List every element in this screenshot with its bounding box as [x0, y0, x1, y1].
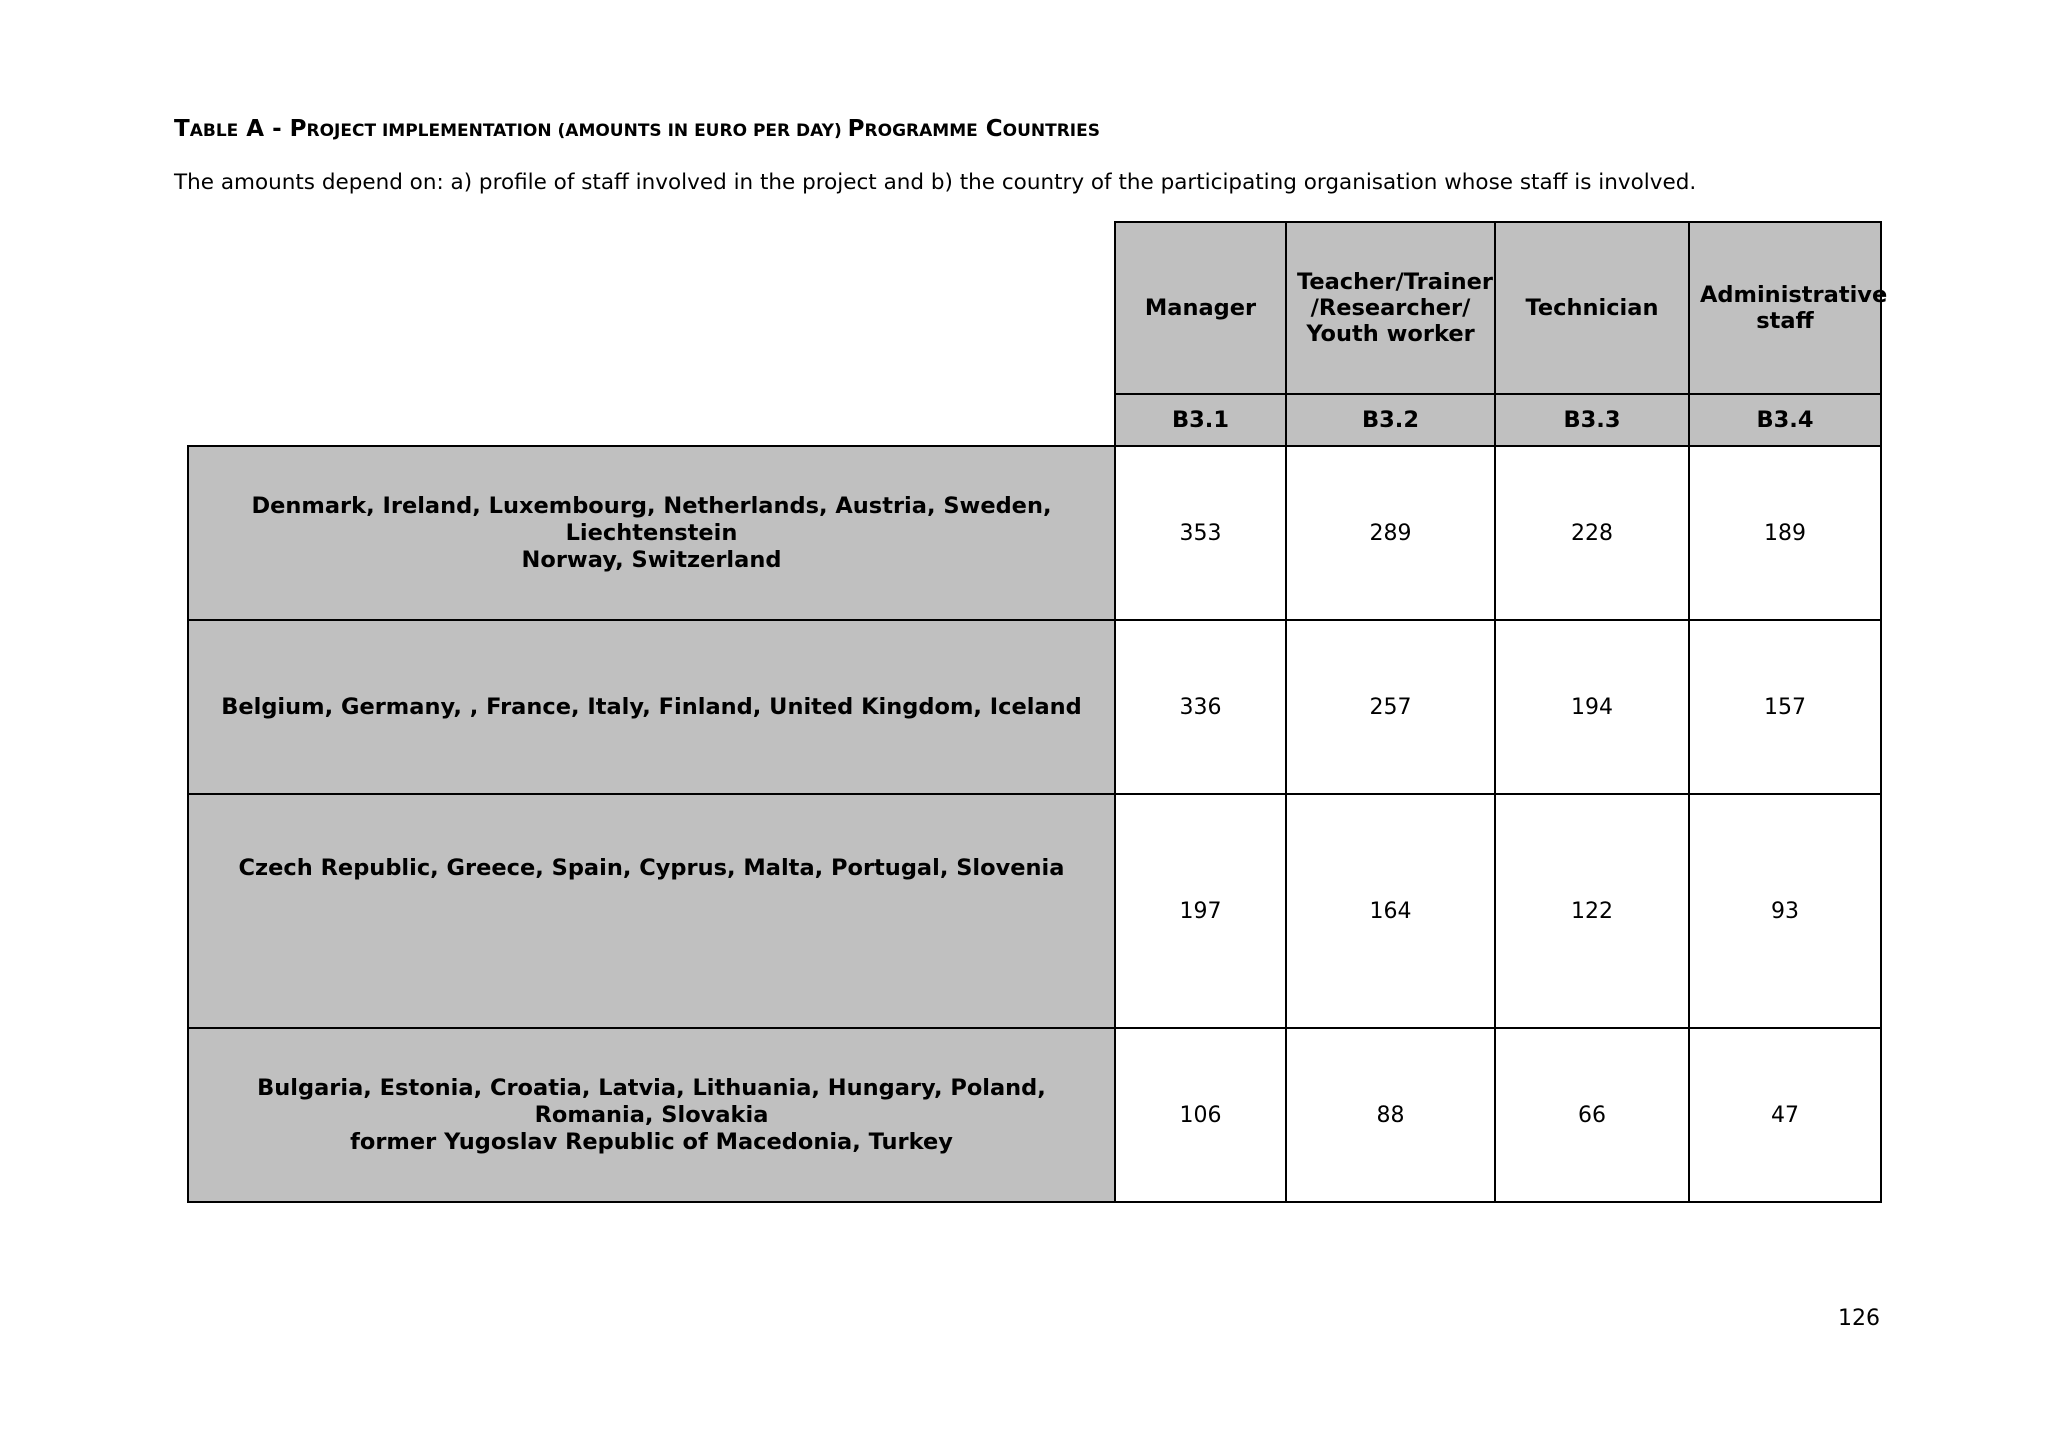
rate-cell: 164: [1286, 794, 1495, 1028]
table-title: TABLE A - PROJECT IMPLEMENTATION (AMOUNTS IN EURO PER DAY) PROGRAMME COUNTRIES: [174, 116, 1100, 142]
column-header-administrative: Administrative staff: [1689, 222, 1881, 394]
rate-cell: 47: [1689, 1028, 1881, 1202]
rate-cell: 66: [1495, 1028, 1689, 1202]
rate-cell: 353: [1115, 446, 1286, 620]
column-code: B3.3: [1495, 394, 1689, 446]
column-code: B3.1: [1115, 394, 1286, 446]
column-code: B3.2: [1286, 394, 1495, 446]
column-header-technician: Technician: [1495, 222, 1689, 394]
country-group-cell: Czech Republic, Greece, Spain, Cyprus, Malta, Portugal, Slovenia: [188, 794, 1115, 1028]
rate-cell: 189: [1689, 446, 1881, 620]
rate-cell: 93: [1689, 794, 1881, 1028]
rate-cell: 157: [1689, 620, 1881, 794]
rate-cell: 228: [1495, 446, 1689, 620]
column-code: B3.4: [1689, 394, 1881, 446]
empty-corner-cell: [188, 222, 1115, 446]
country-group-cell: Denmark, Ireland, Luxembourg, Netherlands, Austria, Sweden, Liechtenstein Norway, Switzerland: [188, 446, 1115, 620]
column-header-row: [188, 222, 1881, 394]
rate-cell: 88: [1286, 1028, 1495, 1202]
table-row: [188, 446, 1881, 620]
column-header-manager: Manager: [1115, 222, 1286, 394]
table-row: [188, 620, 1881, 794]
rates-table: [187, 221, 1888, 1203]
column-header-teacher: Teacher/Trainer /Researcher/ Youth worker: [1286, 222, 1495, 394]
rate-cell: 194: [1495, 620, 1689, 794]
rate-cell: 122: [1495, 794, 1689, 1028]
page-number: 126: [1838, 1306, 1880, 1331]
rate-cell: 197: [1115, 794, 1286, 1028]
rate-cell: 336: [1115, 620, 1286, 794]
table-row: [188, 1028, 1881, 1202]
country-group-cell: Belgium, Germany, , France, Italy, Finland, United Kingdom, Iceland: [188, 620, 1115, 794]
rate-cell: 106: [1115, 1028, 1286, 1202]
table-row: [188, 794, 1881, 1028]
country-group-cell: Bulgaria, Estonia, Croatia, Latvia, Lithuania, Hungary, Poland, Romania, Slovakia former Yugoslav Republic of Macedonia, Turkey: [188, 1028, 1115, 1202]
rate-cell: 257: [1286, 620, 1495, 794]
rate-cell: 289: [1286, 446, 1495, 620]
table-description: The amounts depend on: a) profile of staff involved in the project and b) the country of the participating organisation whose staff is involved.: [174, 170, 1697, 195]
